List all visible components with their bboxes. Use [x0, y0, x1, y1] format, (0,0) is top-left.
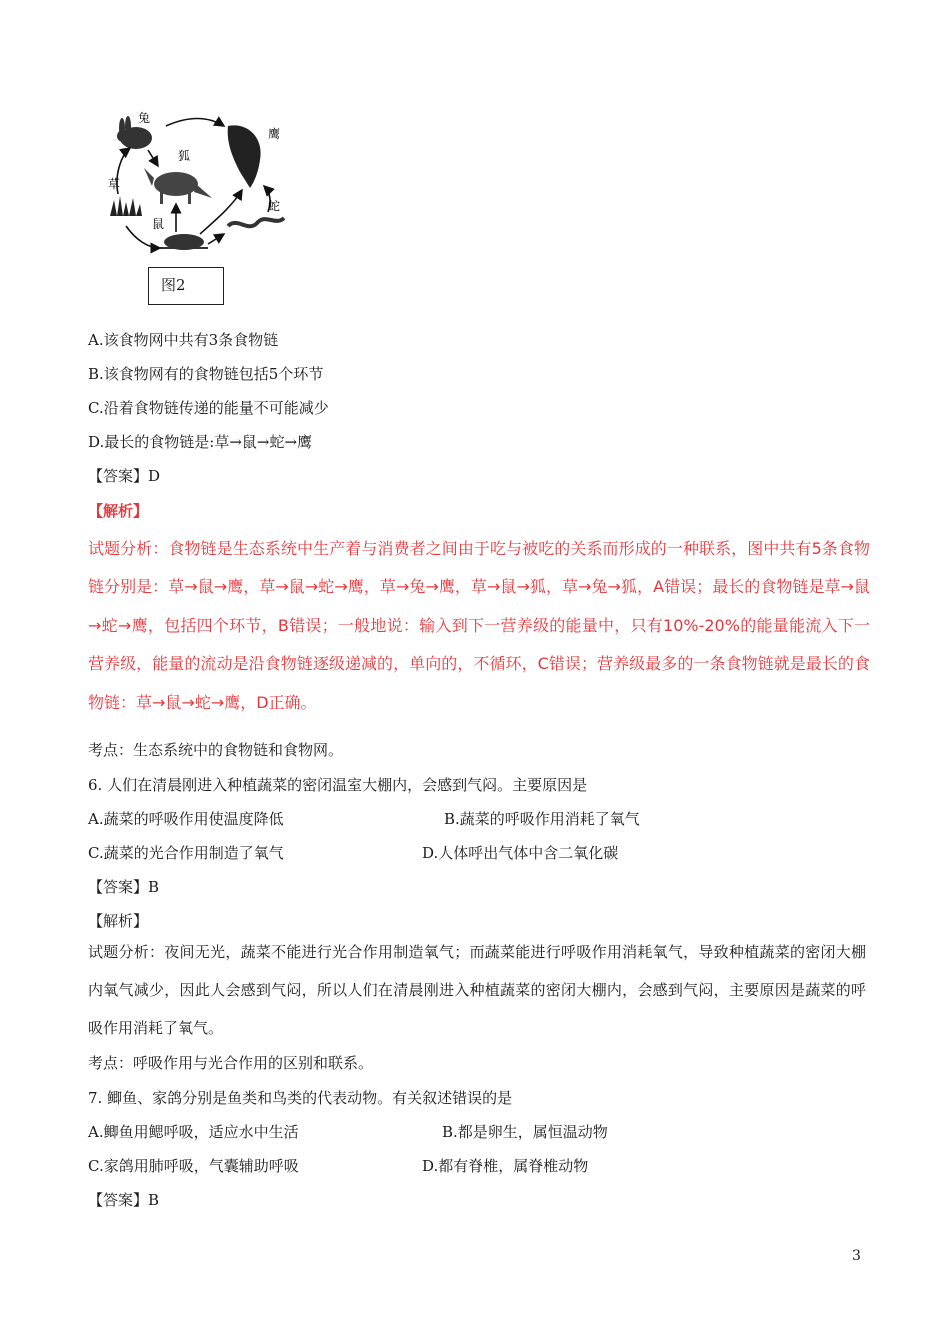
q7-stem: 7. 鲫鱼、家鸽分别是鱼类和鸟类的代表动物。有关叙述错误的是	[88, 1089, 513, 1107]
q5-option-d: D.最长的食物链是:草→鼠→蛇→鹰	[88, 433, 313, 451]
grass-illustration	[110, 196, 142, 216]
q6-analysis-label: 【解析】	[88, 912, 149, 930]
label-fox: 狐	[178, 149, 191, 163]
q5-answer: 【答案】D	[88, 467, 161, 485]
q6-option-b: B.蔬菜的呼吸作用消耗了氧气	[444, 810, 640, 828]
mouse-illustration	[160, 234, 208, 250]
label-snake: 蛇	[268, 199, 281, 213]
fox-illustration	[144, 168, 212, 204]
q5-option-b: B.该食物网有的食物链包括5个环节	[88, 365, 324, 383]
label-rabbit: 兔	[138, 111, 151, 125]
q5-option-a: A.该食物网中共有3条食物链	[88, 331, 279, 349]
q6-kaodian: 考点：呼吸作用与光合作用的区别和联系。	[88, 1054, 374, 1072]
q7-option-a: A.鲫鱼用鳃呼吸，适应水中生活	[88, 1123, 299, 1141]
page-number: 3	[852, 1248, 861, 1264]
q5-option-c: C.沿着食物链传递的能量不可能减少	[88, 399, 329, 417]
q6-option-a: A.蔬菜的呼吸作用使温度降低	[88, 810, 284, 828]
figure-caption: 图2	[148, 267, 224, 305]
q7-option-d: D.都有脊椎，属脊椎动物	[422, 1157, 589, 1175]
label-mouse: 鼠	[152, 217, 165, 231]
q6-option-d: D.人体呼出气体中含二氧化碳	[422, 844, 619, 862]
q7-option-b: B.都是卵生，属恒温动物	[442, 1123, 608, 1141]
label-grass: 草	[108, 177, 121, 191]
food-web-figure	[108, 108, 288, 258]
q7-option-c: C.家鸽用肺呼吸，气囊辅助呼吸	[88, 1157, 299, 1175]
q5-kaodian: 考点：生态系统中的食物链和食物网。	[88, 741, 344, 759]
snake-illustration	[228, 218, 284, 226]
label-eagle: 鹰	[268, 127, 281, 141]
q6-option-c: C.蔬菜的光合作用制造了氧气	[88, 844, 284, 862]
q5-analysis-label: 【解析】	[88, 502, 149, 520]
q6-analysis-text: 试题分析：夜间无光，蔬菜不能进行光合作用制造氧气；而蔬菜能进行呼吸作用消耗氧气，导致种植蔬菜的密闭大棚内氧气减少，因此人会感到气闷，所以人们在清晨刚进入种植蔬菜的密闭大棚内，会感到气闷，主要原因是蔬菜的呼吸作用消耗了氧气。	[88, 943, 866, 1037]
q7-answer: 【答案】B	[88, 1191, 160, 1209]
eagle-illustration	[228, 125, 261, 188]
q6-answer: 【答案】B	[88, 878, 160, 896]
q5-analysis-text: 试题分析：食物链是生态系统中生产着与消费者之间由于吃与被吃的关系而形成的一种联系，图中共有5条食物链分别是：草→鼠→鹰，草→鼠→蛇→鹰，草→兔→鹰，草→鼠→狐，草→兔→狐，A错误；最长的食物链是草→鼠→蛇→鹰，包括四个环节，B错误；一般地说：输入到下一营养级的能量中，只有10%-20%的能量能流入下一营养级，能量的流动是沿食物链逐级递减的，单向的，不循环，C错误；营养级最多的一条食物链就是最长的食物链：草→鼠→蛇→鹰，D正确。	[88, 539, 870, 712]
q6-stem: 6. 人们在清晨刚进入种植蔬菜的密闭温室大棚内，会感到气闷。主要原因是	[88, 776, 588, 794]
